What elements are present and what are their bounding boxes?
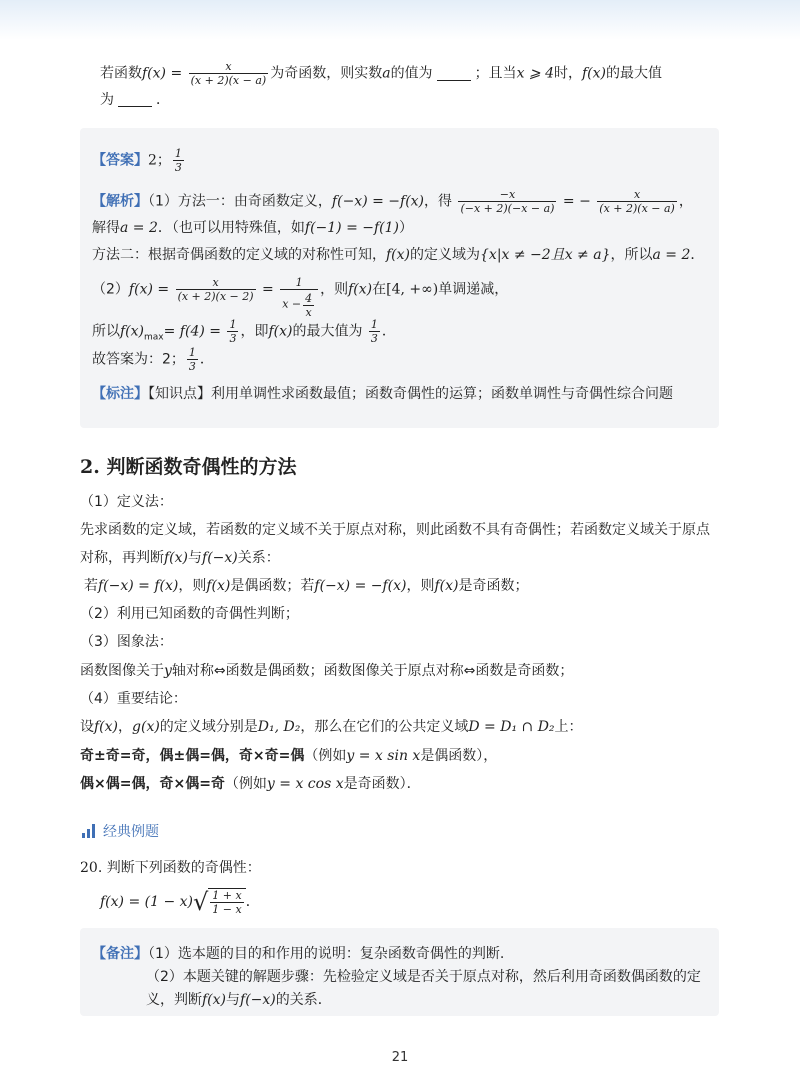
- text: 若: [84, 578, 98, 594]
- page-number: 21: [391, 1050, 409, 1065]
- fraction: [210, 889, 243, 916]
- problem-line-1: [100, 60, 662, 87]
- math: a = 2: [120, 220, 158, 236]
- inner-fraction: [303, 292, 314, 319]
- math: a = 2: [652, 247, 691, 263]
- answer-tag: 【答案】: [92, 152, 148, 169]
- answer-blank[interactable]: [118, 92, 152, 107]
- complex-fraction: [280, 276, 318, 319]
- text: ．（也可以用特殊值，如: [157, 220, 305, 236]
- math: f(x): [348, 281, 373, 298]
- frac-den: (x + 2)(x − 2): [177, 290, 254, 303]
- answer-line: [92, 147, 186, 174]
- text: 与: [226, 992, 241, 1008]
- text: ．: [381, 323, 396, 340]
- remark-line-2: （2）本题关键的解题步骤：先检验定义域是否关于原点对称，然后利用奇函数偶函数的定: [146, 969, 701, 985]
- frac-num: x: [597, 188, 677, 202]
- radical-sign: √: [193, 888, 209, 916]
- text: ，那么在它们的公共定义域: [300, 719, 469, 735]
- text: 若函数: [100, 65, 142, 82]
- text: 上：: [554, 719, 583, 735]
- math: f(x): [268, 323, 293, 340]
- math: f(x): [386, 247, 411, 263]
- top-band: [0, 0, 800, 40]
- bold-text: 偶×偶=偶，奇×偶=奇: [80, 776, 225, 792]
- fraction: [189, 60, 269, 87]
- analysis-line-1: [92, 188, 693, 215]
- math: = −: [562, 193, 591, 210]
- text: ，: [118, 719, 133, 735]
- text: ．: [156, 92, 170, 108]
- text: 的最大值为: [292, 323, 363, 340]
- math: a: [382, 65, 391, 82]
- section-line-3: [80, 548, 280, 568]
- frac-num: 1: [370, 318, 378, 331]
- math: f(−x): [202, 550, 238, 566]
- subscript: max: [144, 332, 164, 343]
- text: 为: [100, 92, 114, 108]
- math: y: [164, 663, 172, 679]
- text: ，即: [240, 323, 269, 340]
- note-text: 【知识点】利用单调性求函数最值；函数奇偶性的运算；函数单调性与奇偶性综合问题: [148, 386, 673, 402]
- math: f(x): [164, 550, 189, 566]
- frac-den: (−x + 2)(−x − a): [460, 202, 555, 215]
- frac-den: 3: [174, 161, 182, 174]
- frac-num: x: [189, 60, 269, 74]
- section-line-6: （3）图象法：: [80, 634, 173, 650]
- math: x ⩾ 4: [516, 65, 554, 82]
- note-tag: 【标注】: [92, 386, 148, 402]
- question-line: [80, 858, 261, 878]
- math: f(x): [120, 323, 145, 340]
- math: [4, +∞): [386, 281, 439, 298]
- fraction: [176, 276, 256, 303]
- analysis-tag: 【解析】: [92, 193, 148, 210]
- frac-num: 1: [174, 147, 182, 160]
- text: 的最大值: [606, 65, 663, 82]
- text: 的定义域分别是: [159, 719, 258, 735]
- remark-line-1: [92, 944, 504, 964]
- text: 的定义域为: [410, 247, 481, 263]
- bar-chart-icon: [82, 824, 95, 838]
- math: f(−x) = −f(x): [331, 193, 425, 210]
- text: 为奇函数，则实数: [270, 65, 383, 82]
- text: 在: [372, 281, 387, 298]
- text: 时，: [554, 65, 582, 82]
- question-formula: [100, 888, 260, 916]
- text: ，则: [320, 281, 349, 298]
- frac-num: 1 + x: [212, 889, 242, 902]
- text: 设: [80, 719, 94, 735]
- section-line-5: （2）利用已知函数的奇偶性判断；: [80, 606, 299, 622]
- frac-num: x: [176, 276, 256, 290]
- math: y = x cos x: [266, 776, 344, 792]
- text: ）: [399, 220, 414, 236]
- section-line-4: [84, 576, 529, 596]
- math: D₁, D₂: [257, 719, 301, 735]
- text: 是奇函数）．: [343, 776, 421, 792]
- math: f(−x) = f(x): [98, 578, 179, 594]
- frac-den: (x + 2)(x − a): [190, 74, 267, 87]
- section-line-8: （4）重要结论：: [80, 691, 187, 707]
- analysis-line-3: [92, 245, 704, 265]
- remark-line-3: [146, 990, 332, 1010]
- math: = f(4) =: [163, 323, 221, 340]
- frac-den: 3: [370, 332, 378, 345]
- text: （2）: [92, 281, 129, 298]
- text: 所以: [92, 323, 120, 340]
- text: 对称，再判断: [80, 550, 164, 566]
- text: ；且当: [474, 65, 517, 82]
- text: （例如: [304, 748, 347, 764]
- text: （1）选本题的目的和作用的说明：复杂函数奇偶性的判断.: [148, 946, 505, 962]
- fraction: [173, 147, 184, 174]
- frac-den: (x + 2)(x − a): [599, 202, 675, 215]
- text: ．: [690, 247, 705, 263]
- question-number: 20.: [80, 860, 103, 876]
- math: f(x): [434, 578, 459, 594]
- frac-num: 4: [305, 292, 313, 305]
- section-line-9: [80, 717, 583, 737]
- math: f(x): [206, 578, 231, 594]
- text: （例如: [224, 776, 267, 792]
- section-line-2: 先求函数的定义域，若函数的定义域不关于原点对称，则此函数不具有奇偶性；若函数定义域关于原点: [80, 522, 710, 538]
- analysis-line-2: [92, 218, 413, 238]
- note-line: [92, 384, 673, 404]
- frac-num: 1: [280, 276, 318, 290]
- text: ．: [245, 894, 260, 910]
- analysis-line-5: [92, 318, 396, 347]
- math: f(x): [582, 65, 607, 82]
- bold-text: 奇±奇=奇，偶±偶=偶，奇×奇=偶: [80, 748, 305, 764]
- text: 轴对称⇔函数是偶函数；函数图像关于原点对称⇔函数是奇函数；: [171, 663, 574, 679]
- frac-num: 1: [229, 318, 237, 331]
- math: f(x): [202, 992, 227, 1008]
- frac-num: 1: [188, 346, 196, 359]
- example-heading: [82, 821, 159, 841]
- text: ，所以: [610, 247, 653, 263]
- question-text: 判断下列函数的奇偶性：: [106, 860, 261, 876]
- section-title: 2. 判断函数奇偶性的方法: [80, 456, 297, 478]
- frac-den: 3: [188, 360, 196, 373]
- frac-den: [280, 290, 318, 319]
- frac-den: 1 − x: [212, 903, 242, 916]
- answer-blank[interactable]: [437, 66, 471, 81]
- section-line-11: [80, 774, 421, 794]
- text: 单调递减，: [438, 281, 509, 298]
- text: （1）方法一：由奇函数定义，: [148, 193, 332, 210]
- sqrt: [193, 888, 246, 916]
- fraction: [458, 188, 556, 215]
- section-line-7: [80, 661, 573, 681]
- math: f(x): [94, 719, 119, 735]
- text: 故答案为：2；: [92, 351, 185, 368]
- remark-tag: 【备注】: [92, 946, 148, 962]
- math: {x|x ≠ −2且x ≠ a}: [480, 247, 611, 263]
- text: 解得: [92, 220, 120, 236]
- text: 义，判断: [146, 992, 202, 1008]
- text: 的值为: [390, 65, 433, 82]
- fraction: [187, 346, 198, 373]
- math: f(−1) = −f(1): [304, 220, 400, 236]
- text: 关系：: [237, 550, 280, 566]
- text: 是偶函数；若: [230, 578, 315, 594]
- text: 的关系．: [275, 992, 332, 1008]
- text: 方法二：根据奇偶函数的定义域的对称性可知，: [92, 247, 386, 263]
- frac-den: 3: [229, 332, 237, 345]
- text: ，则: [178, 578, 207, 594]
- fraction: [227, 318, 238, 345]
- math: g(x): [132, 719, 160, 735]
- frac-den: x: [305, 306, 312, 319]
- text: 是偶函数），: [420, 748, 498, 764]
- math: y = x sin x: [346, 748, 421, 764]
- analysis-line-6: [92, 346, 214, 373]
- answer-value: 2；: [148, 152, 171, 169]
- math: D = D₁ ∩ D₂: [468, 719, 555, 735]
- den-left: x −: [282, 297, 302, 311]
- analysis-line-4: [92, 276, 508, 319]
- text: ．: [199, 351, 214, 368]
- example-heading-label: 经典例题: [103, 824, 159, 840]
- math: f(x) =: [128, 281, 170, 298]
- frac-num: −x: [458, 188, 556, 202]
- math: =: [262, 281, 274, 298]
- radicand: [208, 888, 245, 916]
- math: f(−x) = −f(x): [314, 578, 407, 594]
- fraction: [369, 318, 380, 345]
- text: ，: [678, 193, 693, 210]
- math: f(x) =: [142, 65, 183, 82]
- text: 与: [188, 550, 203, 566]
- math: f(−x): [240, 992, 276, 1008]
- text: 是奇函数；: [458, 578, 529, 594]
- text: 函数图像关于: [80, 663, 164, 679]
- math: f(x) = (1 − x): [100, 894, 193, 910]
- section-line-10: [80, 746, 497, 766]
- text: ，则: [406, 578, 435, 594]
- fraction: [597, 188, 677, 215]
- text: ，得: [424, 193, 453, 210]
- problem-line-2: [100, 90, 170, 110]
- section-line-1: （1）定义法：: [80, 494, 173, 510]
